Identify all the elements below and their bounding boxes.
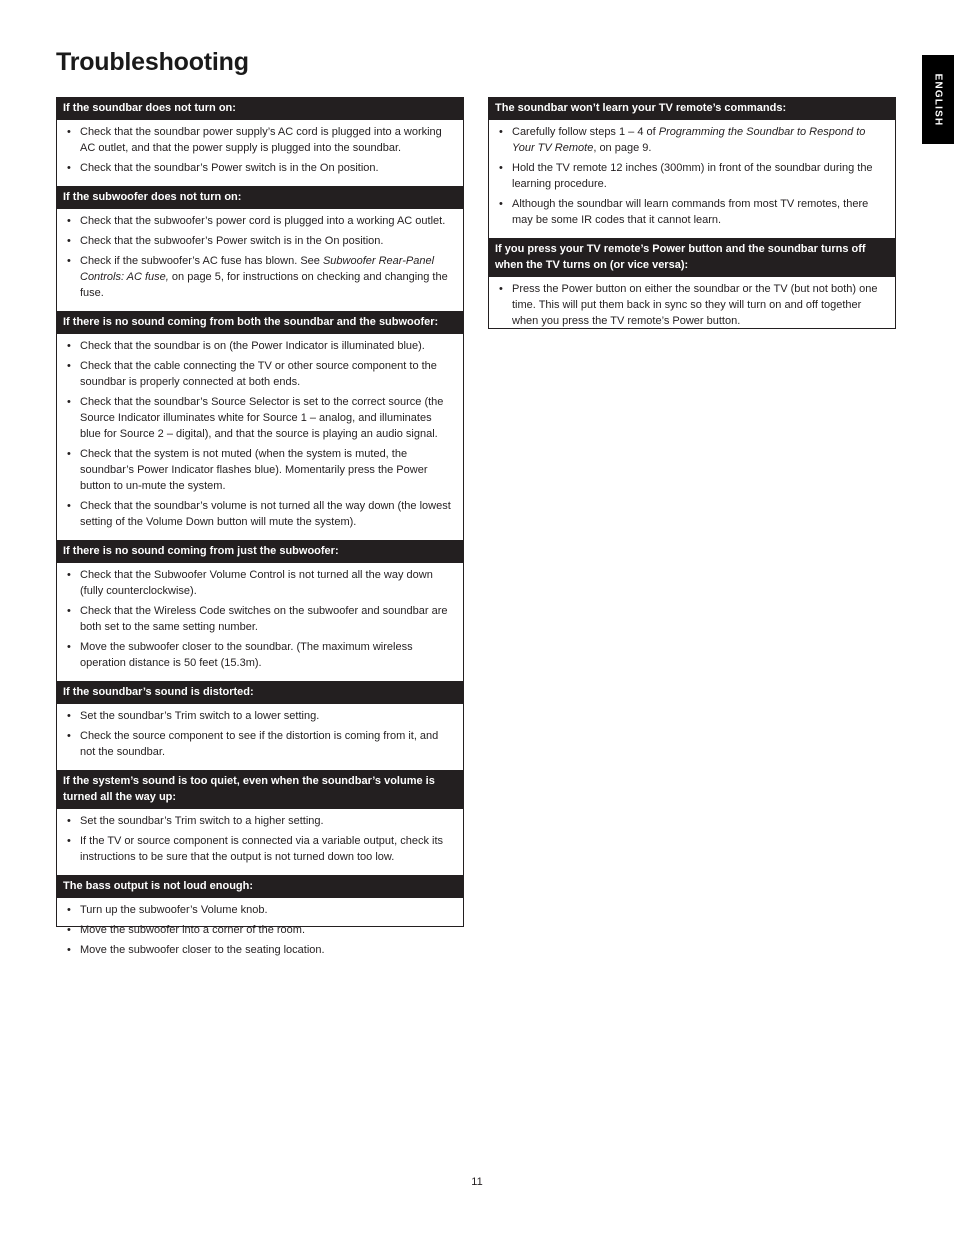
bullet-icon: • [67, 126, 71, 138]
list-item [65, 813, 455, 829]
bullet-list [497, 281, 887, 329]
list-item [497, 196, 887, 228]
language-tab-label: ENGLISH [932, 73, 944, 126]
right-troubleshooting-column [488, 97, 896, 329]
bullet-icon: • [67, 235, 71, 247]
list-item [65, 708, 455, 724]
list-item [65, 639, 455, 671]
list-item [65, 446, 455, 494]
section-body [57, 704, 463, 770]
bullet-list [65, 567, 455, 671]
bullet-list [65, 213, 455, 301]
list-item [65, 233, 455, 249]
list-item [65, 338, 455, 354]
list-item-text: Turn up the subwoofer’s Volume knob. [80, 904, 268, 916]
bullet-icon: • [67, 641, 71, 653]
section-body [57, 209, 463, 311]
section-heading: The soundbar won’t learn your TV remote’s commands: [489, 97, 895, 120]
list-item [65, 567, 455, 599]
list-item [65, 124, 455, 156]
bullet-list [65, 902, 455, 958]
bullet-icon: • [67, 944, 71, 956]
list-item-text: Check that the soundbar’s Power switch is in the On position. [80, 162, 379, 174]
list-item-text: Check that the soundbar power supply’s AC cord is plugged into a working AC outlet, and that the power supply is plugged into the soundbar. [80, 126, 442, 154]
section-heading: If the subwoofer does not turn on: [57, 186, 463, 209]
bullet-list [65, 338, 455, 530]
list-item-text: Move the subwoofer closer to the soundbar. (The maximum wireless operation distance is 50 feet (15.3m). [80, 641, 413, 669]
list-item-text: Set the soundbar’s Trim switch to a higher setting. [80, 815, 324, 827]
section-body [489, 120, 895, 238]
bullet-list [65, 708, 455, 760]
left-troubleshooting-column [56, 97, 464, 956]
list-item [65, 902, 455, 918]
page-number: 11 [471, 1176, 483, 1188]
list-item-text: Set the soundbar’s Trim switch to a lower setting. [80, 710, 320, 722]
list-item-text: Check that the Subwoofer Volume Control is not turned all the way down (fully counterclockwise). [80, 569, 433, 597]
list-item [65, 160, 455, 176]
list-item [497, 124, 887, 156]
cross-reference: Programming the Soundbar to Respond to Your TV Remote [512, 126, 866, 154]
bullet-list [65, 813, 455, 865]
list-item-text: Move the subwoofer closer to the seating location. [80, 944, 325, 956]
bullet-icon: • [67, 162, 71, 174]
list-item-text: Press the Power button on either the soundbar or the TV (but not both) one time. This will put them back in sync so they will turn on and off together when you press the TV remote’s Power button. [512, 283, 878, 327]
list-item-text: Move the subwoofer into a corner of the room. [80, 924, 306, 936]
list-item-text: Check that the subwoofer’s power cord is plugged into a working AC outlet. [80, 215, 446, 227]
list-item-text: Check that the soundbar’s Source Selector is set to the correct source (the Source Indicator illuminates white for Source 1 – analog, and illuminates blue for Source 2 – digital), and that the source is playing an audio signal. [80, 396, 444, 440]
page-title: Troubleshooting [56, 48, 249, 76]
bullet-icon: • [67, 340, 71, 352]
section-body [57, 898, 463, 968]
bullet-icon: • [67, 360, 71, 372]
section-heading: If the soundbar’s sound is distorted: [57, 681, 463, 704]
language-tab [922, 55, 954, 144]
list-item [65, 358, 455, 390]
bullet-icon: • [499, 162, 503, 174]
list-item-text: , on page 9. [593, 142, 652, 154]
list-item-text: If the TV or source component is connected via a variable output, check its instructions to be sure that the output is not turned down too low. [80, 835, 443, 863]
bullet-icon: • [67, 215, 71, 227]
list-item [65, 922, 455, 938]
list-item-text: Hold the TV remote 12 inches (300mm) in front of the soundbar during the learning procedure. [512, 162, 873, 190]
list-item [65, 833, 455, 865]
list-item [497, 160, 887, 192]
bullet-list [497, 124, 887, 228]
section-body [57, 334, 463, 540]
list-item-text: Check if the subwoofer’s AC fuse has blown. See [80, 255, 323, 267]
bullet-icon: • [67, 924, 71, 936]
bullet-icon: • [67, 396, 71, 408]
list-item-text: Check that the soundbar’s volume is not turned all the way down (the lowest setting of the Volume Down button will mute the system). [80, 500, 451, 528]
bullet-icon: • [67, 500, 71, 512]
list-item-text: Check the source component to see if the distortion is coming from it, and not the soundbar. [80, 730, 439, 758]
list-item [497, 281, 887, 329]
list-item [65, 603, 455, 635]
section-body [57, 563, 463, 681]
section-heading: If you press your TV remote’s Power button and the soundbar turns off when the TV turns on (or vice versa): [489, 238, 895, 277]
cross-reference: Subwoofer Rear-Panel Controls: AC fuse, [80, 255, 435, 283]
bullet-icon: • [67, 835, 71, 847]
bullet-icon: • [499, 126, 503, 138]
bullet-icon: • [499, 198, 503, 210]
list-item [65, 498, 455, 530]
list-item-text: Check that the system is not muted (when the system is muted, the soundbar’s Power Indicator flashes blue). Momentarily press the Power button to un-mute the system. [80, 448, 428, 492]
section-heading: If there is no sound coming from both the soundbar and the subwoofer: [57, 311, 463, 334]
section-body [489, 277, 895, 339]
bullet-icon: • [67, 569, 71, 581]
bullet-icon: • [67, 815, 71, 827]
section-heading: If the system’s sound is too quiet, even when the soundbar’s volume is turned all the way up: [57, 770, 463, 809]
section-body [57, 809, 463, 875]
list-item-text: Check that the subwoofer’s Power switch is in the On position. [80, 235, 384, 247]
list-item [65, 253, 455, 301]
bullet-icon: • [67, 730, 71, 742]
list-item-text: Check that the soundbar is on (the Power Indicator is illuminated blue). [80, 340, 425, 352]
bullet-icon: • [499, 283, 503, 295]
bullet-list [65, 124, 455, 176]
bullet-icon: • [67, 255, 71, 267]
list-item [65, 942, 455, 958]
bullet-icon: • [67, 448, 71, 460]
bullet-icon: • [67, 904, 71, 916]
section-heading: If the soundbar does not turn on: [57, 97, 463, 120]
bullet-icon: • [67, 710, 71, 722]
list-item-text: Although the soundbar will learn commands from most TV remotes, there may be some IR codes that it cannot learn. [512, 198, 869, 226]
list-item [65, 394, 455, 442]
bullet-icon: • [67, 605, 71, 617]
list-item [65, 213, 455, 229]
section-body [57, 120, 463, 186]
list-item-text: Carefully follow steps 1 – 4 of [512, 126, 659, 138]
list-item-text: on page 5, for instructions on checking and changing the fuse. [80, 271, 448, 299]
list-item-text: Check that the Wireless Code switches on the subwoofer and soundbar are both set to the same setting number. [80, 605, 448, 633]
section-heading: The bass output is not loud enough: [57, 875, 463, 898]
list-item-text: Check that the cable connecting the TV or other source component to the soundbar is properly connected at both ends. [80, 360, 437, 388]
list-item [65, 728, 455, 760]
section-heading: If there is no sound coming from just the subwoofer: [57, 540, 463, 563]
